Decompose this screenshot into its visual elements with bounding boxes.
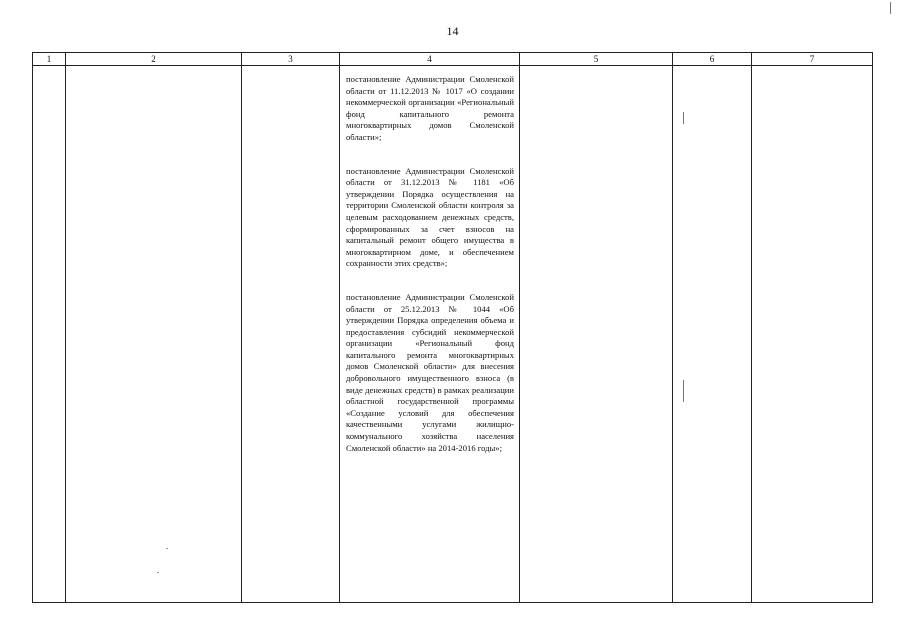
column-header-7: 7 bbox=[752, 53, 873, 66]
column-header-2: 2 bbox=[66, 53, 242, 66]
scan-speck bbox=[157, 572, 159, 573]
legal-act-entry: постановление Администрации Смоленской области от 11.12.2013 № 1017 «О создании некоммерческой организации «Региональный фонд капитального ремонта многоквартирных домов Смоленской области»; bbox=[346, 74, 514, 142]
cell-col-2 bbox=[66, 66, 242, 603]
column-header-1: 1 bbox=[33, 53, 66, 66]
table-row bbox=[33, 66, 873, 603]
cell-col-4 bbox=[340, 66, 520, 603]
legal-act-entry: постановление Администрации Смоленской области от 31.12.2013 № 1181 «Об утверждении Порядка осуществления на территории Смоленской области контроля за целевым расходованием денежных средств, сформированных за счет взносов на капитальный ремонт общего имущества в многоквартирном доме, и обеспечением сохранности этих средств»; bbox=[346, 165, 514, 269]
scan-mark bbox=[683, 112, 684, 124]
scan-mark bbox=[890, 2, 891, 14]
document-table bbox=[32, 52, 873, 603]
legal-acts-list bbox=[340, 66, 519, 454]
column-header-6: 6 bbox=[673, 53, 752, 66]
cell-col-1 bbox=[33, 66, 66, 603]
legal-act-entry: постановление Администрации Смоленской области от 25.12.2013 № 1044 «Об утверждении Порядка определения объема и предоставления субсидий некоммерческой организации «Региональный фонд капитального ремонта многоквартирных домов Смоленской области» для внесения добровольного имущественного взноса (в виде денежных средств) в рамках реализации областной государственной программы «Создание условий для обеспечения качественными услугами жилищно-коммунального хозяйства населения Смоленской области» на 2014-2016 годы»; bbox=[346, 291, 514, 453]
cell-col-3 bbox=[242, 66, 340, 603]
column-header-4: 4 bbox=[340, 53, 520, 66]
column-number-row bbox=[33, 53, 873, 66]
cell-col-5 bbox=[520, 66, 673, 603]
scan-mark bbox=[683, 380, 684, 402]
scan-speck bbox=[166, 548, 168, 549]
page-number: 14 bbox=[446, 24, 459, 38]
cell-col-6 bbox=[673, 66, 752, 603]
column-header-3: 3 bbox=[242, 53, 340, 66]
cell-col-7 bbox=[752, 66, 873, 603]
column-header-5: 5 bbox=[520, 53, 673, 66]
